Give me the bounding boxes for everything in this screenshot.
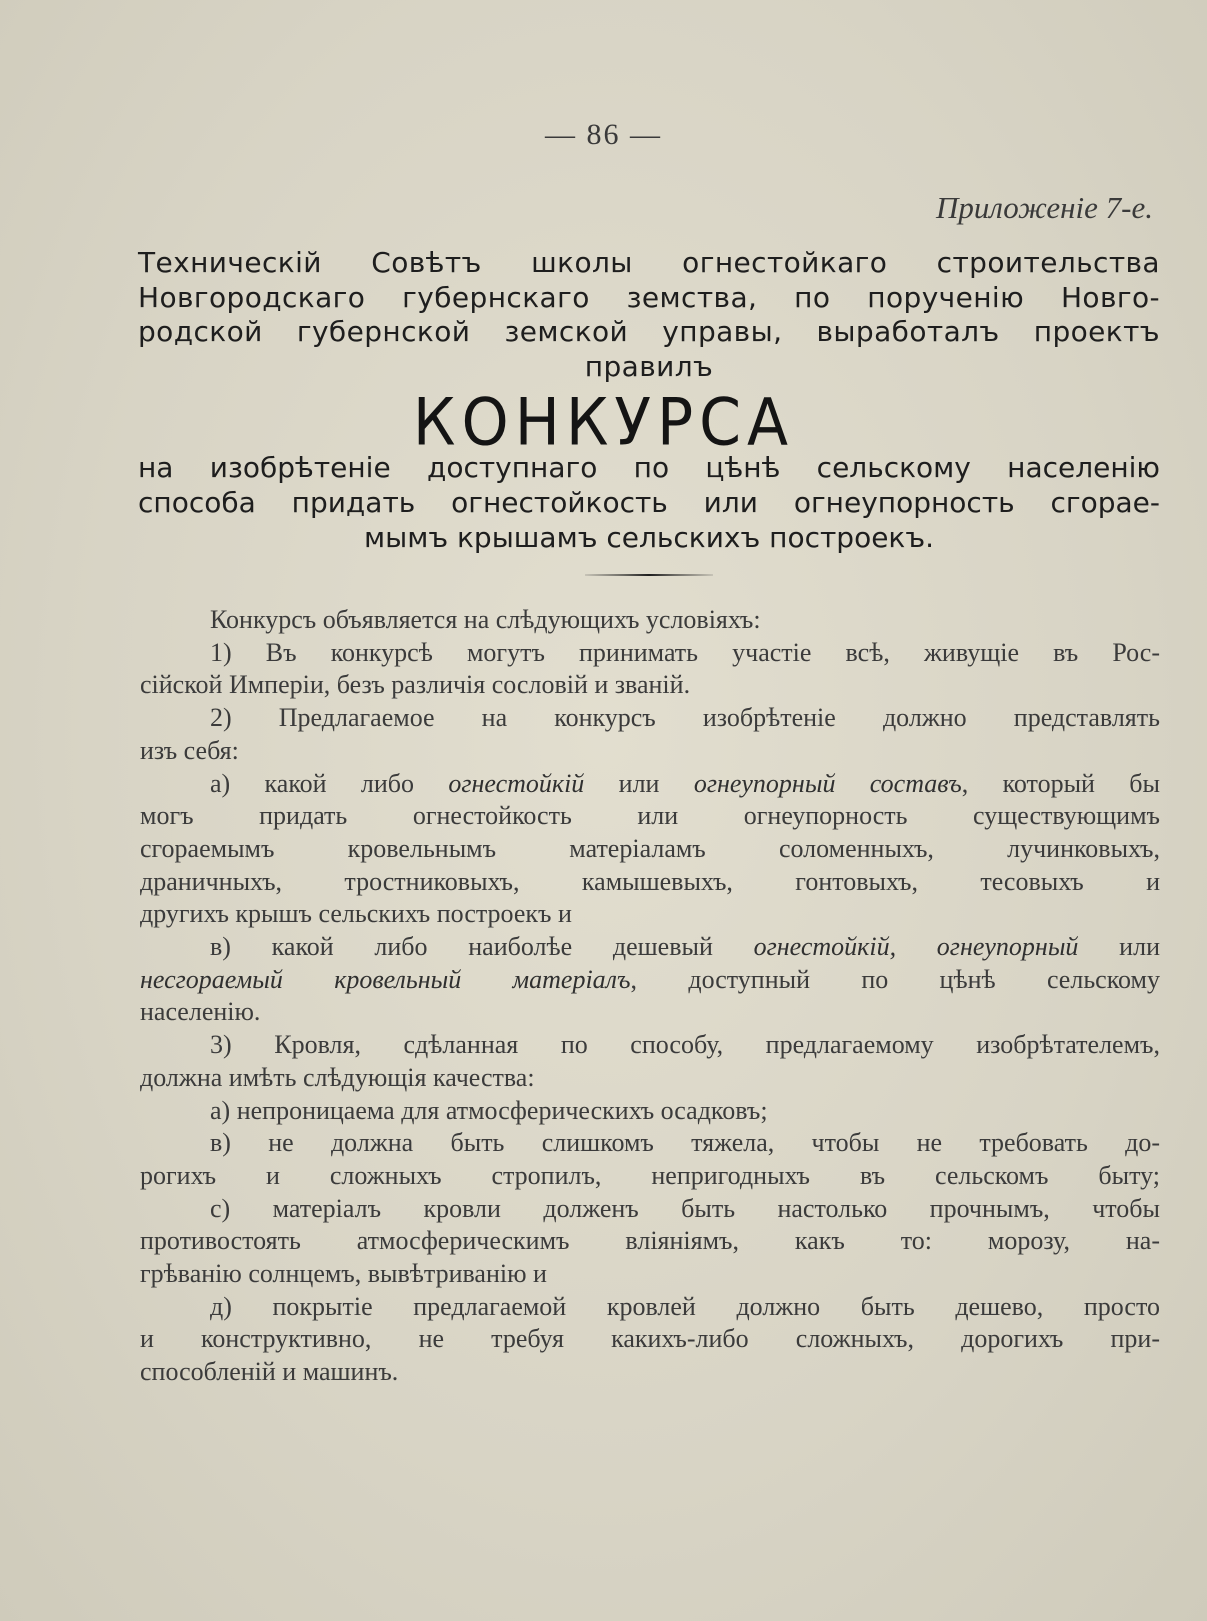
page-number: — 86 — bbox=[545, 118, 662, 151]
text-line: сгораемымъ кровельнымъ матеріаламъ соломенныхъ, лучинковыхъ, bbox=[140, 833, 1160, 863]
text-run: а) какой либо bbox=[210, 768, 449, 798]
subheading-line: на изобрѣтеніе доступнаго по цѣнѣ сельскому населенію bbox=[138, 451, 1160, 484]
heading-line: родской губернской земской управы, выработалъ проектъ bbox=[138, 315, 1160, 348]
title-subheading bbox=[138, 450, 1160, 555]
text-line: противостоять атмосферическимъ вліяніямъ, какъ то: морозу, на- bbox=[140, 1226, 1160, 1256]
text-line: населенію. bbox=[140, 997, 261, 1027]
page-title: КОНКУРСА bbox=[412, 385, 795, 461]
text-line: 1) Въ конкурсѣ могутъ принимать участіе всѣ, живущіе въ Рос- bbox=[210, 637, 1160, 667]
text-line: изъ себя: bbox=[140, 735, 239, 765]
appendix-label: Приложеніе 7-е. bbox=[935, 190, 1153, 225]
text-line: должна имѣть слѣдующія качества: bbox=[140, 1062, 535, 1092]
text-run: , который бы bbox=[961, 768, 1161, 798]
text-run: , доступный по цѣнѣ сельскому bbox=[630, 964, 1160, 994]
text-line: способленій и машинъ. bbox=[140, 1357, 399, 1387]
body-text bbox=[140, 604, 1160, 1389]
text-line: а) непроницаема для атмосферическихъ осадковъ; bbox=[210, 1095, 768, 1125]
text-line: д) покрытіе предлагаемой кровлей должно быть дешево, просто bbox=[210, 1291, 1160, 1321]
text-line: с) матеріалъ кровли долженъ быть настолько прочнымъ, чтобы bbox=[210, 1193, 1160, 1223]
text-line bbox=[140, 768, 1160, 801]
subheading-line: способа придать огнестойкость или огнеупорность сгорае- bbox=[138, 486, 1160, 519]
italic-text-run: огнестойкій, огнеупорный bbox=[753, 932, 1079, 962]
text-run: или bbox=[584, 768, 694, 798]
text-run: или bbox=[1078, 932, 1160, 962]
section-divider bbox=[585, 574, 713, 576]
text-line: Конкурсъ объявляется на слѣдующихъ условіяхъ: bbox=[210, 605, 761, 634]
italic-text-run: несгораемый кровельный матеріалъ bbox=[140, 964, 631, 994]
text-run: в) какой либо наиболѣе дешевый bbox=[210, 932, 754, 962]
text-line: грѣванію солнцемъ, вывѣтриванію и bbox=[140, 1259, 547, 1289]
text-line bbox=[140, 931, 1160, 964]
text-line: в) не должна быть слишкомъ тяжела, чтобы не требовать до- bbox=[210, 1128, 1160, 1158]
heading-line: правилъ bbox=[584, 349, 714, 383]
text-line: сійской Имперіи, безъ различія сословій и званій. bbox=[140, 670, 691, 700]
text-line: и конструктивно, не требуя какихъ-либо сложныхъ, дорогихъ при- bbox=[140, 1324, 1160, 1354]
text-line: могъ придать огнестойкость или огнеупорность существующимъ bbox=[140, 801, 1160, 831]
text-line: 2) Предлагаемое на конкурсъ изобрѣтеніе должно представлять bbox=[210, 703, 1160, 733]
text-line: драничныхъ, тростниковыхъ, камышевыхъ, гонтовыхъ, тесовыхъ и bbox=[140, 866, 1160, 896]
subheading-line: мымъ крышамъ сельскихъ построекъ. bbox=[363, 521, 935, 554]
text-line bbox=[140, 964, 1160, 997]
heading-line: Техническій Совѣтъ школы огнестойкаго строительства bbox=[138, 246, 1160, 279]
italic-text-run: огнеупорный составъ bbox=[693, 768, 962, 798]
heading-line: Новгородскаго губернскаго земства, по порученію Новго- bbox=[138, 280, 1160, 314]
text-line: 3) Кровля, сдѣланная по способу, предлагаемому изобрѣтателемъ, bbox=[210, 1030, 1160, 1060]
italic-text-run: огнестойкій bbox=[448, 768, 585, 798]
text-line: другихъ крышъ сельскихъ построекъ и bbox=[140, 899, 572, 929]
text-line: рогихъ и сложныхъ стропилъ, непригодныхъ въ сельскомъ быту; bbox=[140, 1160, 1160, 1190]
intro-heading bbox=[138, 246, 1160, 384]
